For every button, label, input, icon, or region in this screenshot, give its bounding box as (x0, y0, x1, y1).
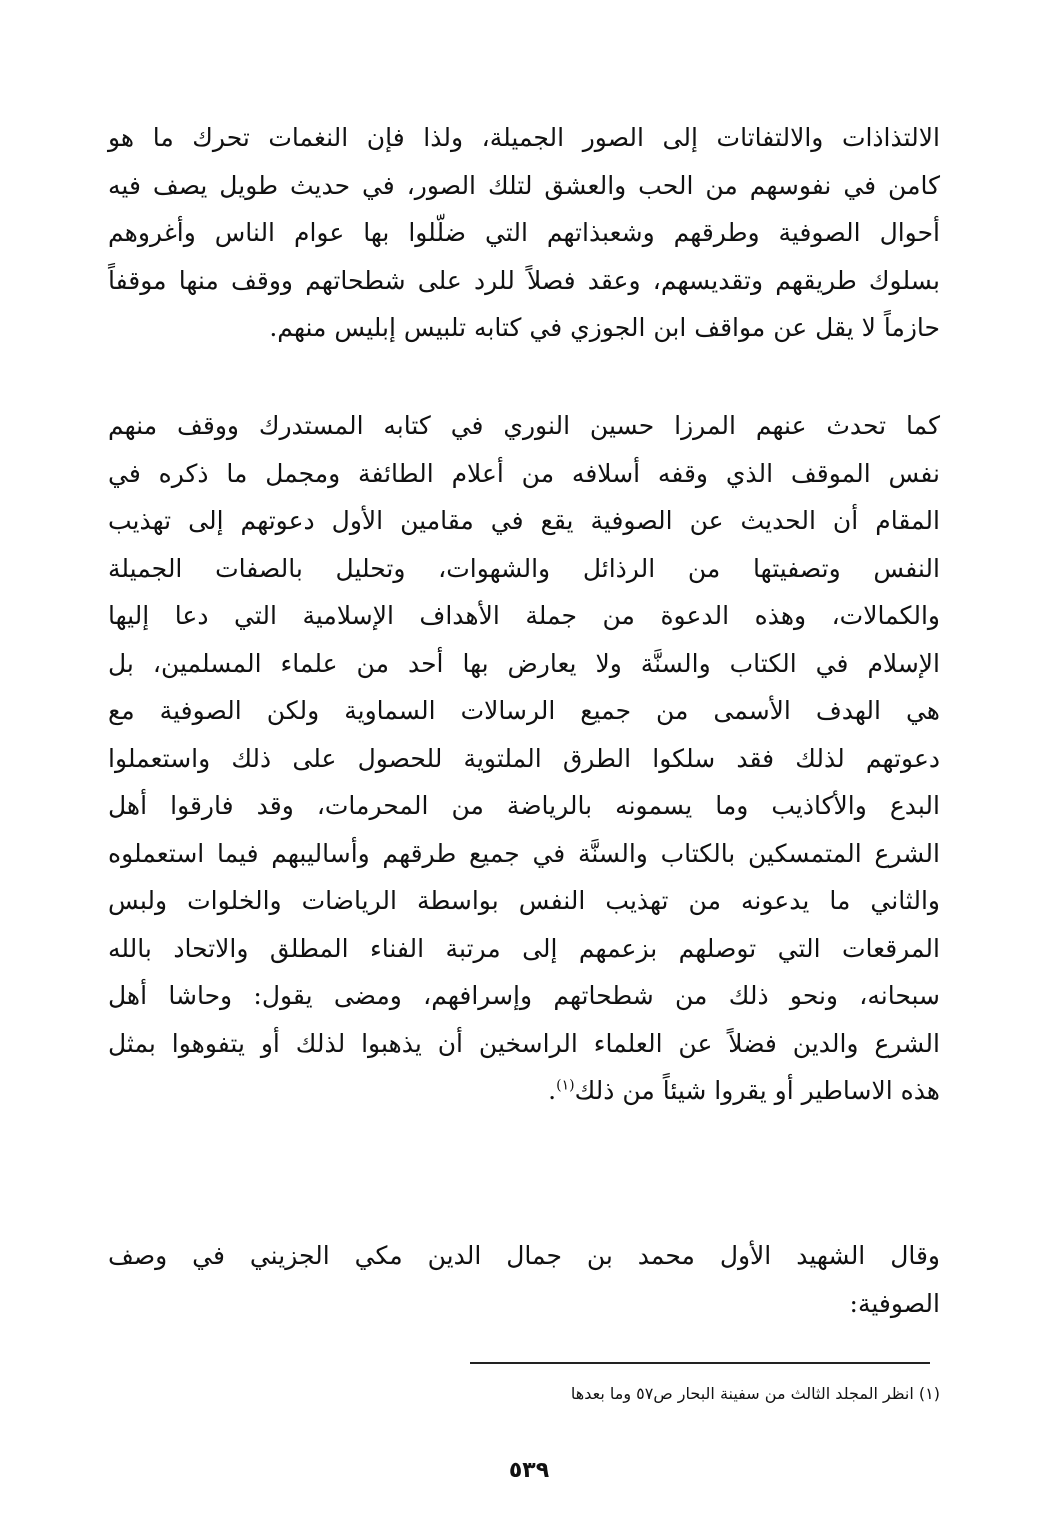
text-line-with-footnote (108, 1067, 940, 1115)
footnote-divider (470, 1362, 930, 1364)
text-line: الشرع والدين فضلاً عن العلماء الراسخين أن يذهبوا لذلك أو يتفوهوا بمثل (108, 1028, 940, 1058)
paragraph-2 (108, 402, 940, 1115)
text-line: حازماً لا يقل عن مواقف ابن الجوزي في كتابه تلبيس إبليس منهم. (269, 313, 940, 342)
sentence-end: . (548, 1076, 557, 1105)
text-line: الشرع المتمسكين بالكتاب والسنَّة في جميع طرقهم وأساليبهم فيما استعملوه (108, 838, 940, 868)
text-line: وقال الشهيد الأول محمد بن جمال الدين مكي الجزيني في وصف (108, 1241, 940, 1270)
text-line: والكمالات، وهذه الدعوة من جملة الأهداف الإسلامية التي دعا إليها (108, 601, 940, 630)
text-line: الصوفية: (849, 1288, 940, 1318)
page-number: ٥٣٩ (508, 1458, 550, 1483)
text-line: دعوتهم لذلك فقد سلكوا الطرق الملتوية للحصول على ذلك واستعملوا (108, 743, 940, 773)
text-line: النفس وتصفيتها من الرذائل والشهوات، وتحليل بالصفات الجميلة (108, 553, 940, 583)
text-line: أحوال الصوفية وطرقهم وشعبذاتهم التي ضلّلوا بها عوام الناس وأغروهم (108, 218, 940, 247)
footnote: (١) انظر المجلد الثالث من سفينة البحار ص٥٧ وما بعدها (570, 1384, 940, 1403)
text-line: المقام أن الحديث عن الصوفية يقع في مقامين الأول دعوتهم إلى تهذيب (108, 506, 940, 535)
text-line: بسلوك طريقهم وتقديسهم، وعقد فصلاً للرد على شطحاتهم ووقف منها موقفاً (108, 265, 940, 295)
paragraph-3 (108, 1232, 940, 1327)
text-segment: هذه الاساطير أو يقروا شيئاً من ذلك (574, 1076, 940, 1105)
text-line: كما تحدث عنهم المرزا حسين النوري في كتابه المستدرك ووقف منهم (108, 411, 940, 440)
text-line: نفس الموقف الذي وقفه أسلافه من أعلام الطائفة ومجمل ما ذكره في (108, 458, 940, 488)
text-line: سبحانه، ونحو ذلك من شطحاتهم وإسرافهم، ومضى يقول: وحاشا أهل (108, 981, 940, 1010)
paragraph-1 (108, 114, 940, 352)
text-line: هي الهدف الأسمى من جميع الرسالات السماوية ولكن الصوفية مع (108, 696, 940, 725)
text-line: الإسلام في الكتاب والسنَّة ولا يعارض بها أحد من علماء المسلمين، بل (108, 648, 940, 678)
text-line: الالتذاذات والالتفاتات إلى الصور الجميلة، ولذا فإن النغمات تحرك ما هو (108, 123, 940, 152)
text-line: البدع والأكاذيب وما يسمونه بالرياضة من المحرمات، وقد فارقوا أهل (108, 791, 940, 820)
text-line: والثاني ما يدعونه من تهذيب النفس بواسطة الرياضات والخلوات ولبس (108, 886, 940, 915)
text-line: كامن في نفوسهم من الحب والعشق لتلك الصور، في حديث طويل يصف فيه (108, 170, 940, 200)
footnote-marker: (١) (556, 1077, 575, 1094)
text-line: المرقعات التي توصلهم بزعمهم إلى مرتبة الفناء المطلق والاتحاد بالله (108, 933, 940, 963)
